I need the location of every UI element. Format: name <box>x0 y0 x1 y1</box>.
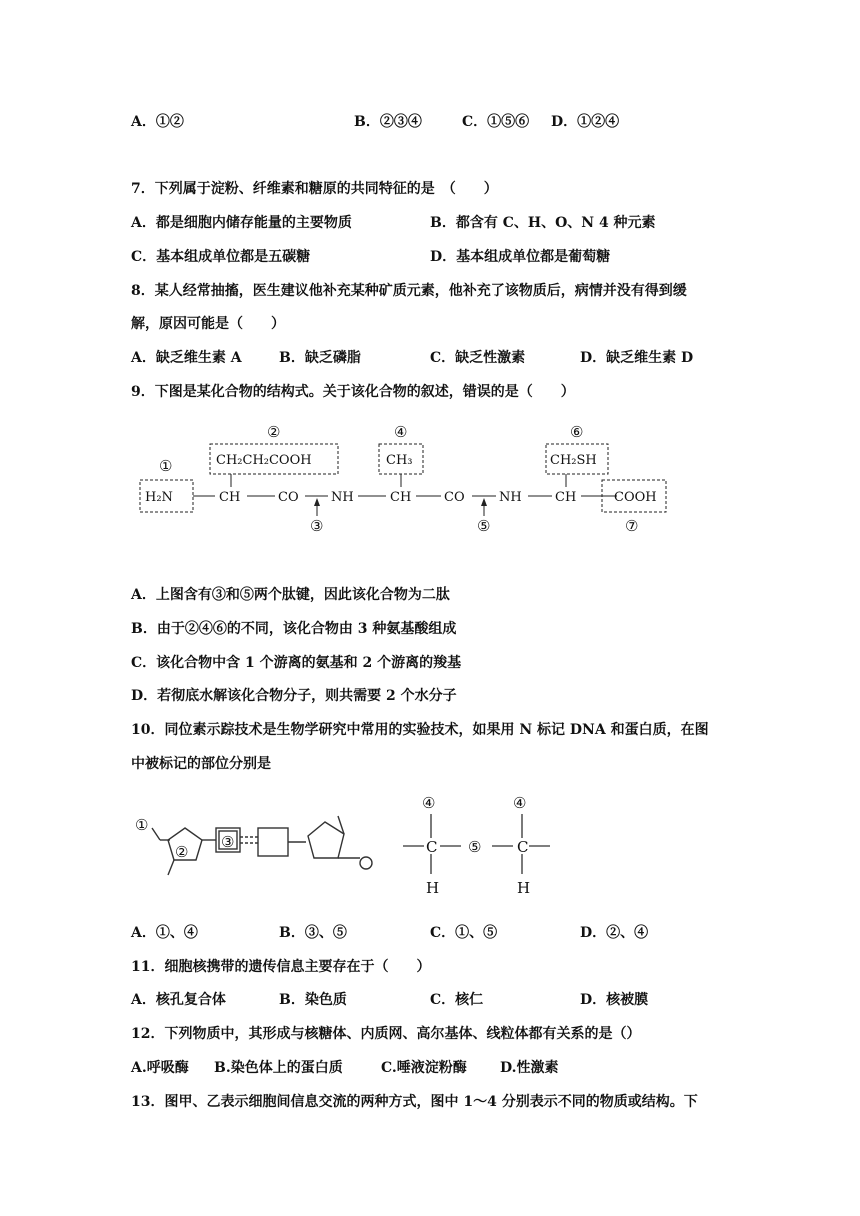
q6-option-b: B．②③④ <box>354 114 422 130</box>
q10-hydrogen-left: H <box>426 879 440 897</box>
q8-option-b: B．缺乏磷脂 <box>279 350 361 366</box>
q12-option-c: C.唾液淀粉酶 <box>381 1060 467 1076</box>
q11-option-c: C．核仁 <box>430 992 484 1008</box>
q9-option-c: C．该化合物中含 1 个游离的氨基和 2 个游离的羧基 <box>131 655 462 671</box>
q9-marker-4: ④ <box>394 423 408 441</box>
q10-stem-line2: 中被标记的部位分别是 <box>131 756 271 772</box>
q10-option-d: D．②、④ <box>580 925 649 941</box>
q9-nh-2: NH <box>499 490 522 505</box>
q10-label-4-right: ④ <box>513 794 527 812</box>
q10-stem-line1: 10．同位素示踪技术是生物学研究中常用的实验技术，如果用 N 标记 DNA 和蛋白质，在图 <box>131 722 709 738</box>
q9-co-1: CO <box>278 490 299 505</box>
q8-option-a: A．缺乏维生素 A <box>131 350 242 366</box>
q9-marker-3: ③ <box>310 517 324 535</box>
q9-option-d: D．若彻底水解该化合物分子，则共需要 2 个水分子 <box>131 688 457 704</box>
q9-r-group-6: CH₂SH <box>550 453 597 468</box>
q10-option-c: C．①、⑤ <box>430 925 498 941</box>
q10-hydrogen-right: H <box>517 879 531 897</box>
q9-option-a: A．上图含有③和⑤两个肽键，因此该化合物为二肽 <box>131 587 450 603</box>
q9-marker-1: ① <box>159 457 173 475</box>
q10-label-4-left: ④ <box>422 794 436 812</box>
q10-label-3: ③ <box>221 833 235 851</box>
q12-option-a: A.呼吸酶 <box>131 1060 189 1076</box>
q7-option-c: C．基本组成单位都是五碳糖 <box>131 249 311 265</box>
q9-r-group-4: CH₃ <box>386 453 413 468</box>
q8-stem-line1: 8．某人经常抽搐，医生建议他补充某种矿质元素，他补充了该物质后，病情并没有得到缓 <box>131 283 687 299</box>
q10-label-1: ① <box>135 816 149 834</box>
q8-option-d: D．缺乏维生素 D <box>580 350 694 366</box>
q9-amino-group: H₂N <box>145 490 173 505</box>
q10-option-b: B．③、⑤ <box>279 925 347 941</box>
q9-ch-1: CH <box>219 490 241 505</box>
q9-ch-3: CH <box>555 490 577 505</box>
q10-option-a: A．①、④ <box>131 925 198 941</box>
q10-label-2: ② <box>175 843 189 861</box>
q11-option-a: A．核孔复合体 <box>131 992 226 1008</box>
q12-stem: 12．下列物质中，其形成与核糖体、内质网、高尔基体、线粒体都有关系的是（） <box>131 1026 641 1042</box>
q8-option-c: C．缺乏性激素 <box>430 350 526 366</box>
q9-marker-7: ⑦ <box>625 517 639 535</box>
q10-peptide-figure <box>398 788 558 900</box>
q13-stem: 13．图甲、乙表示细胞间信息交流的两种方式，图中 1～4 分别表示不同的物质或结构。下 <box>131 1094 698 1110</box>
q9-stem: 9．下图是某化合物的结构式。关于该化合物的叙述，错误的是（ ） <box>131 384 575 400</box>
q11-option-d: D．核被膜 <box>580 992 649 1008</box>
q11-option-b: B．染色质 <box>279 992 347 1008</box>
q9-r-group-2: CH₂CH₂COOH <box>216 453 312 468</box>
q9-ch-2: CH <box>390 490 412 505</box>
q8-stem-line2: 解，原因可能是（ ） <box>131 316 285 332</box>
q10-nucleotide-figure <box>130 800 380 890</box>
q11-stem: 11．细胞核携带的遗传信息主要存在于（ ） <box>131 959 431 975</box>
q9-marker-2: ② <box>267 423 281 441</box>
q12-option-b: B.染色体上的蛋白质 <box>214 1060 343 1076</box>
q6-option-d: D．①②④ <box>551 114 620 130</box>
q9-option-b: B．由于②④⑥的不同，该化合物由 3 种氨基酸组成 <box>131 621 457 637</box>
q10-label-5: ⑤ <box>468 838 482 856</box>
q9-co-2: CO <box>444 490 465 505</box>
q7-option-d: D．基本组成单位都是葡萄糖 <box>430 249 611 265</box>
q7-option-a: A．都是细胞内储存能量的主要物质 <box>131 215 352 231</box>
q6-option-c: C．①⑤⑥ <box>462 114 530 130</box>
q12-option-d: D.性激素 <box>500 1060 559 1076</box>
q9-carboxyl-group: COOH <box>614 490 657 505</box>
q9-structure-figure <box>130 418 670 542</box>
q7-option-b: B．都含有 C、H、O、N 4 种元素 <box>430 215 656 231</box>
q9-marker-5: ⑤ <box>477 517 491 535</box>
q6-option-a: A．①② <box>131 114 184 130</box>
q10-carbon-left: C <box>426 838 438 856</box>
q9-marker-6: ⑥ <box>570 423 584 441</box>
q7-stem: 7．下列属于淀粉、纤维素和糖原的共同特征的是 （ ） <box>131 181 498 197</box>
q10-carbon-right: C <box>517 838 529 856</box>
q9-nh-1: NH <box>331 490 354 505</box>
